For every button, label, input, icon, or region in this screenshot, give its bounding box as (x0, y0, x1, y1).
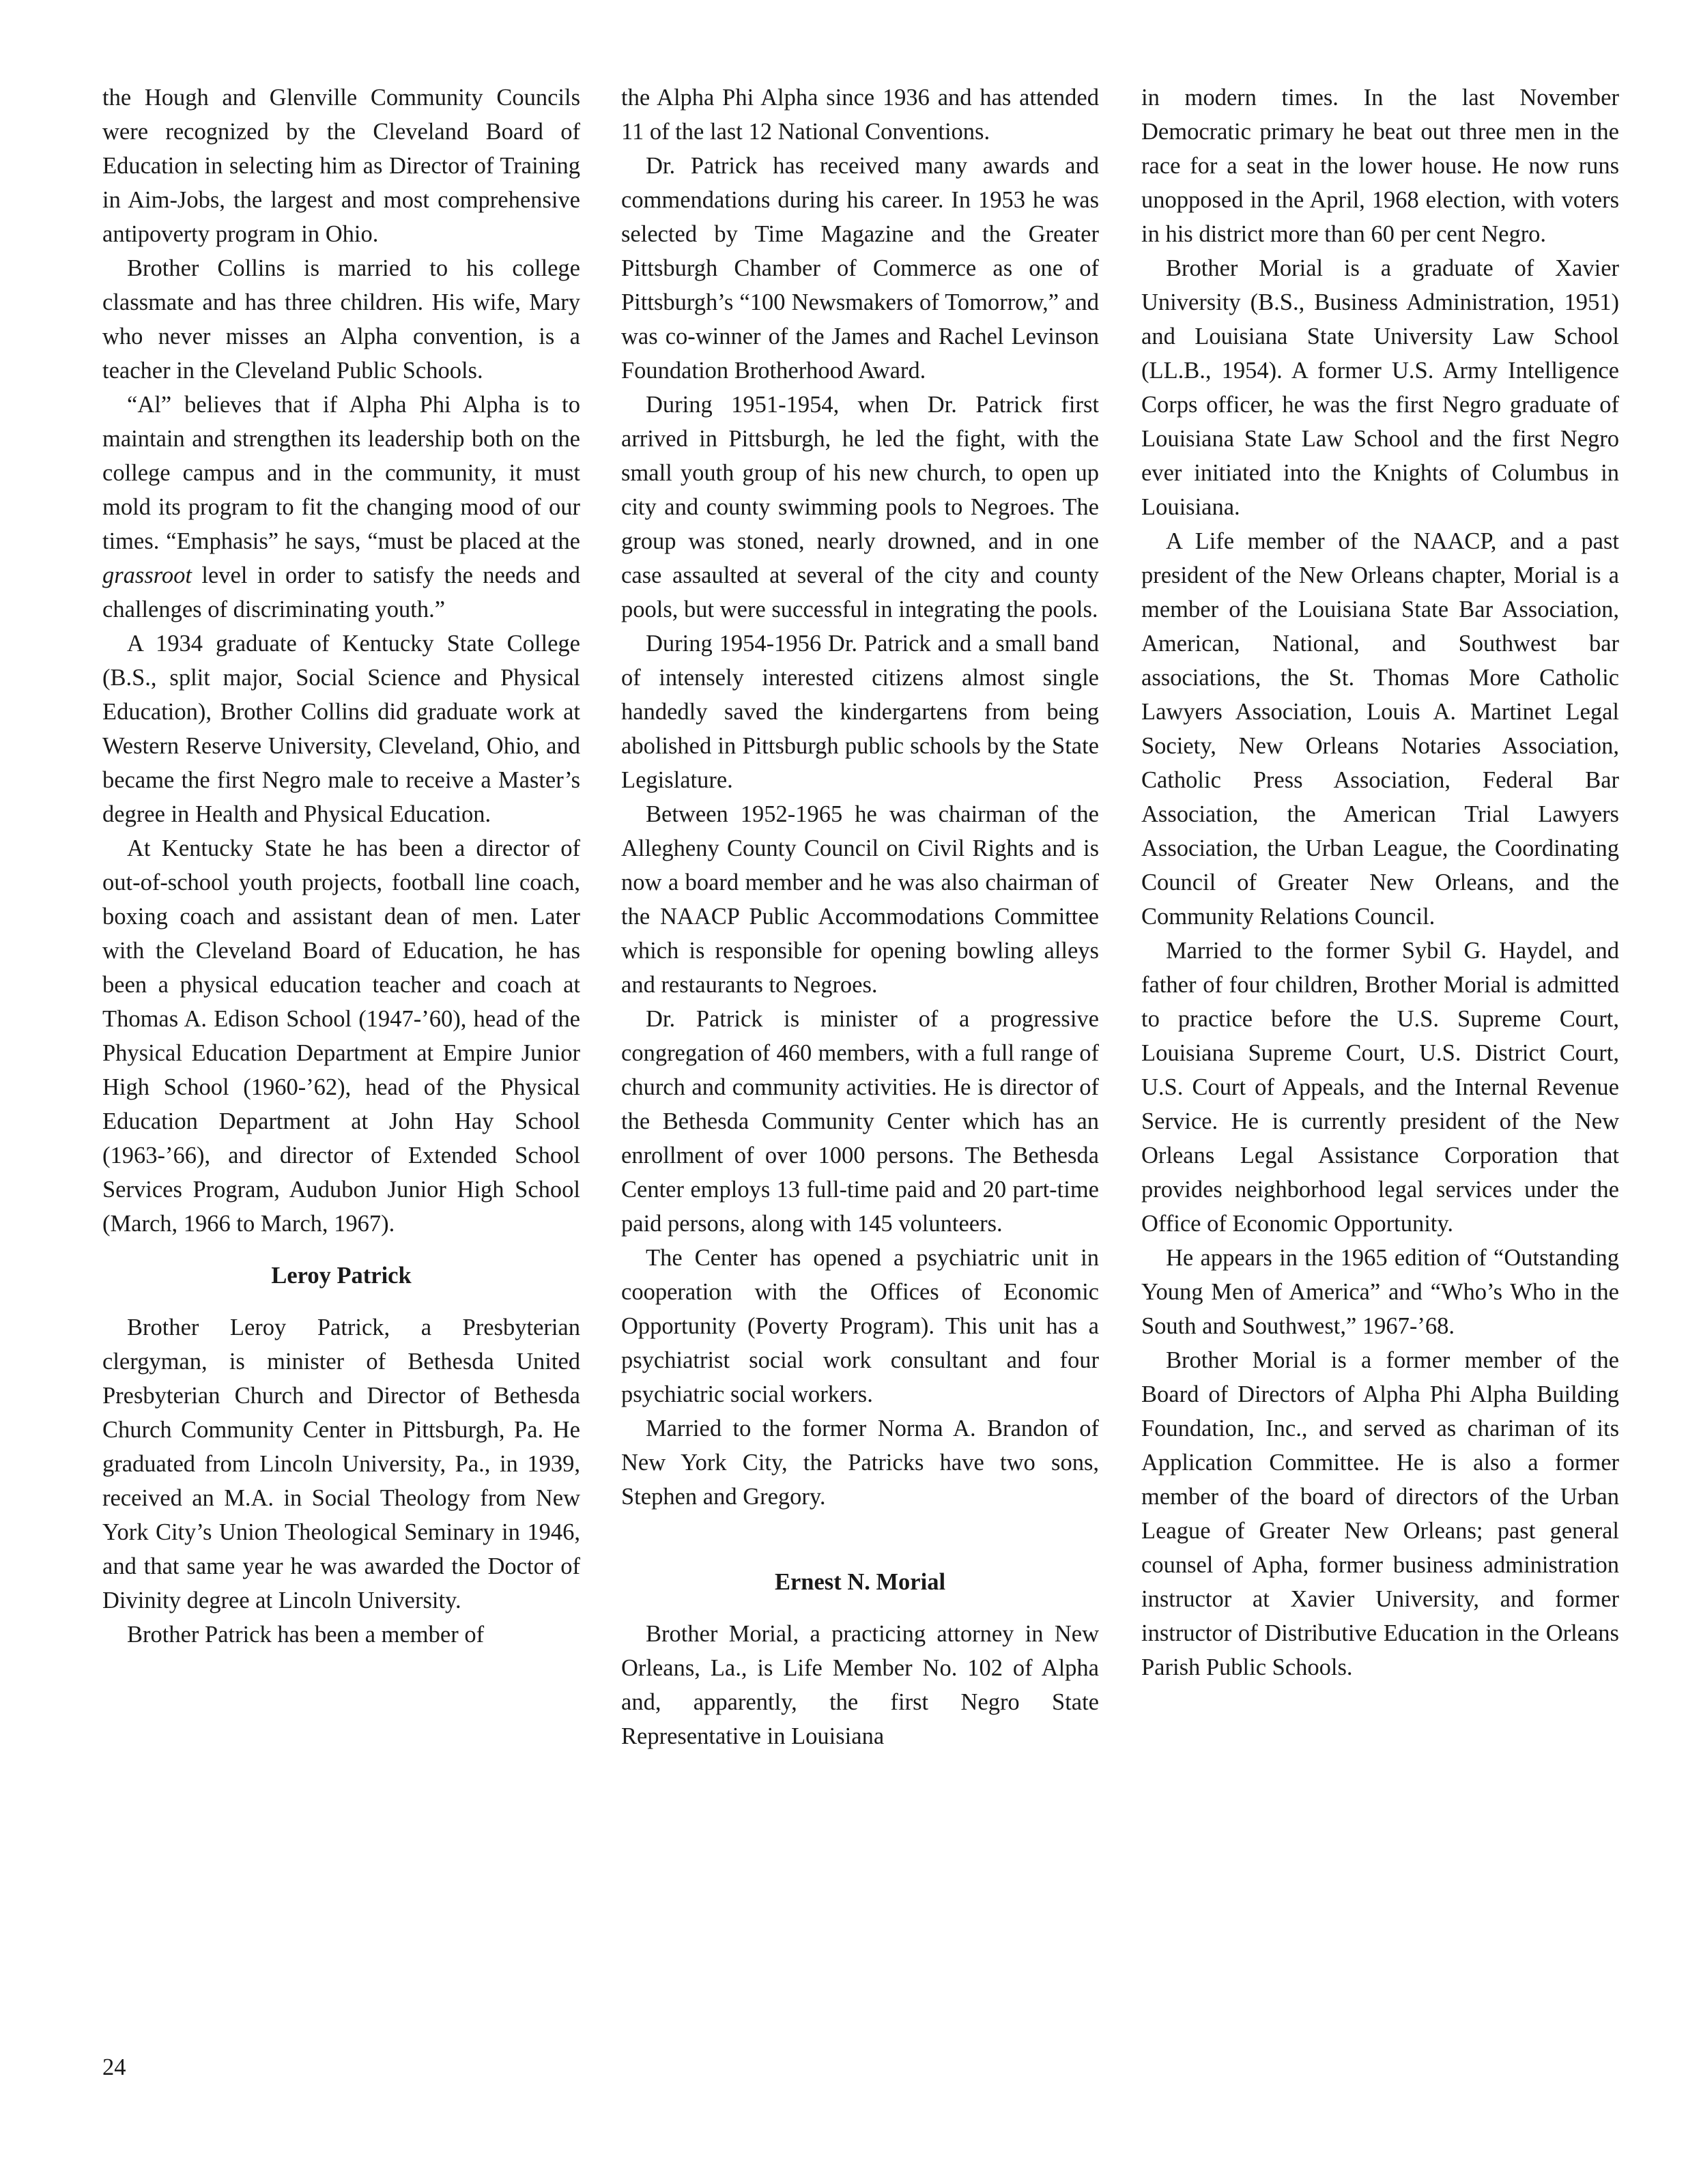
paragraph: the Alpha Phi Alpha since 1936 and has attended 11 of the last 12 National Conventions. (621, 85, 1099, 145)
paragraph: A 1934 graduate of Kentucky State College (B.S., split major, Social Science and Physical Education), Brother Collins did graduate work at Western Reserve University, Cleveland, Ohio, and became the first Negro male to receive a Master’s degree in Health and Physical Education. (102, 631, 580, 827)
paragraph: Brother Morial, a practicing attorney in New Orleans, La., is Life Member No. 102 of Alpha and, apparently, the first Negro State Representative in Louisiana (621, 1621, 1099, 1749)
paragraph: During 1951-1954, when Dr. Patrick first arrived in Pittsburgh, he led the fight, with the small youth group of his new church, to open up city and county swimming pools to Negroes. The group was stoned, nearly drowned, and in one case assaulted at several of the city and county pools, but were successful in integrating the pools. (621, 392, 1099, 622)
paragraph: A Life member of the NAACP, and a past president of the New Orleans chapter, Morial is a member of the Louisiana State Bar Association, American, National, and Southwest bar associations, the St. Thomas More Catholic Lawyers Association, Louis A. Martinet Legal Society, New Orleans Notaries Association, Catholic Press Association, Federal Bar Association, the American Trial Lawyers Association, the Urban League, the Coordinating Council of Greater New Orleans, and the Community Relations Council. (1141, 528, 1619, 930)
paragraph: The Center has opened a psychiatric unit in cooperation with the Offices of Economic Opportunity (Poverty Program). This unit has a psychiatrist social work consultant and four psychiatric social workers. (621, 1245, 1099, 1407)
paragraph: Between 1952-1965 he was chairman of the Allegheny County Council on Civil Rights and is now a board member and he was also chairman of the NAACP Public Accommodations Committee which is responsible for opening bowling alleys and restaurants to Negroes. (621, 801, 1099, 998)
paragraph: Brother Leroy Patrick, a Presbyterian clergyman, is minister of Bethesda United Presbyterian Church and Director of Bethesda Church Community Center in Pittsburgh, Pa. He graduated from Lincoln University, Pa., in 1939, received an M.A. in Social Theology from New York City’s Union Theological Seminary in 1946, and that same year he was awarded the Doctor of Divinity degree at Lincoln University. (102, 1314, 580, 1613)
paragraph: in modern times. In the last November Democratic primary he beat out three men in the race for a seat in the lower house. He now runs unopposed in the April, 1968 election, with voters in his district more than 60 per cent Negro. (1141, 85, 1619, 247)
section-heading-leroy-patrick: Leroy Patrick (271, 1263, 412, 1289)
column-1 (102, 81, 580, 1652)
paragraph: the Hough and Glenville Community Councils were recognized by the Cleveland Board of Education in selecting him as Director of Training in Aim-Jobs, the largest and most comprehensive antipoverty program in Ohio. (102, 85, 580, 247)
paragraph-text: “Al” believes that if Alpha Phi Alpha is to maintain and strengthen its leadership both on the college campus and in the community, it must mold its program to fit the changing mood of our times. “Emphasis” he says, “must be placed at the (102, 392, 580, 554)
paragraph: Brother Collins is married to his college classmate and has three children. His wife, Mary who never misses an Alpha convention, is a teacher in the Cleveland Public Schools. (102, 255, 580, 384)
column-3 (1141, 81, 1619, 1684)
paragraph: At Kentucky State he has been a director of out-of-school youth projects, football line coach, boxing coach and assistant dean of men. Later with the Cleveland Board of Education, he has been a physical education teacher and coach at Thomas A. Edison School (1947-’60), head of the Physical Education Department at Empire Junior High School (1960-’62), head of the Physical Education Department at John Hay School (1963-’66), and director of Extended School Services Program, Audubon Junior High School (March, 1966 to March, 1967). (102, 835, 580, 1237)
paragraph: Dr. Patrick has received many awards and commendations during his career. In 1953 he was selected by Time Magazine and the Greater Pittsburgh Chamber of Commerce as one of Pittsburgh’s “100 Newsmakers of Tomorrow,” and was co-winner of the James and Rachel Levinson Foundation Brotherhood Award. (621, 153, 1099, 384)
paragraph: Dr. Patrick is minister of a progressive congregation of 460 members, with a full range of church and community activities. He is director of the Bethesda Community Center which has an enrollment of over 1000 persons. The Bethesda Center employs 13 full-time paid and 20 part-time paid persons, along with 145 volunteers. (621, 1006, 1099, 1237)
paragraph: Married to the former Norma A. Brandon of New York City, the Patricks have two sons, Stephen and Gregory. (621, 1416, 1099, 1510)
paragraph (102, 388, 580, 627)
paragraph: Married to the former Sybil G. Haydel, and father of four children, Brother Morial is admitted to practice before the U.S. Supreme Court, Louisiana Supreme Court, U.S. District Court, U.S. Court of Appeals, and the Internal Revenue Service. He is currently president of the New Orleans Legal Assistance Corporation that provides neighborhood legal services under the Office of Economic Opportunity. (1141, 938, 1619, 1237)
section-heading-ernest-morial: Ernest N. Morial (774, 1569, 946, 1595)
page-number: 24 (102, 2054, 126, 2080)
paragraph: Brother Morial is a former member of the Board of Directors of Alpha Phi Alpha Building Foundation, Inc., and served as chariman of its Application Committee. He is also a former member of the board of directors of the Urban League of Greater New Orleans; past general counsel of Apha, former business administration instructor at Xavier University, and former instructor of Distributive Education in the Orleans Parish Public Schools. (1141, 1347, 1619, 1680)
paragraph-text: level in order to satisfy the needs and challenges of discriminating youth.” (102, 562, 581, 622)
paragraph: He appears in the 1965 edition of “Outstanding Young Men of America” and “Who’s Who in the South and Southwest,” 1967-’68. (1141, 1245, 1619, 1339)
paragraph: Brother Patrick has been a member of (127, 1622, 485, 1648)
paragraph: During 1954-1956 Dr. Patrick and a small band of intensely interested citizens almost single handedly saved the kindergartens from being abolished in Pittsburgh public schools by the State Legislature. (621, 631, 1099, 793)
column-2 (621, 81, 1099, 1753)
emphasis-text: grassroot (102, 562, 192, 588)
paragraph: Brother Morial is a graduate of Xavier University (B.S., Business Administration, 1951) and Louisiana State University Law School (LL.B., 1954). A former U.S. Army Intelligence Corps officer, he was the first Negro graduate of Louisiana State Law School and the first Negro ever initiated into the Knights of Columbus in Louisiana. (1141, 255, 1619, 520)
